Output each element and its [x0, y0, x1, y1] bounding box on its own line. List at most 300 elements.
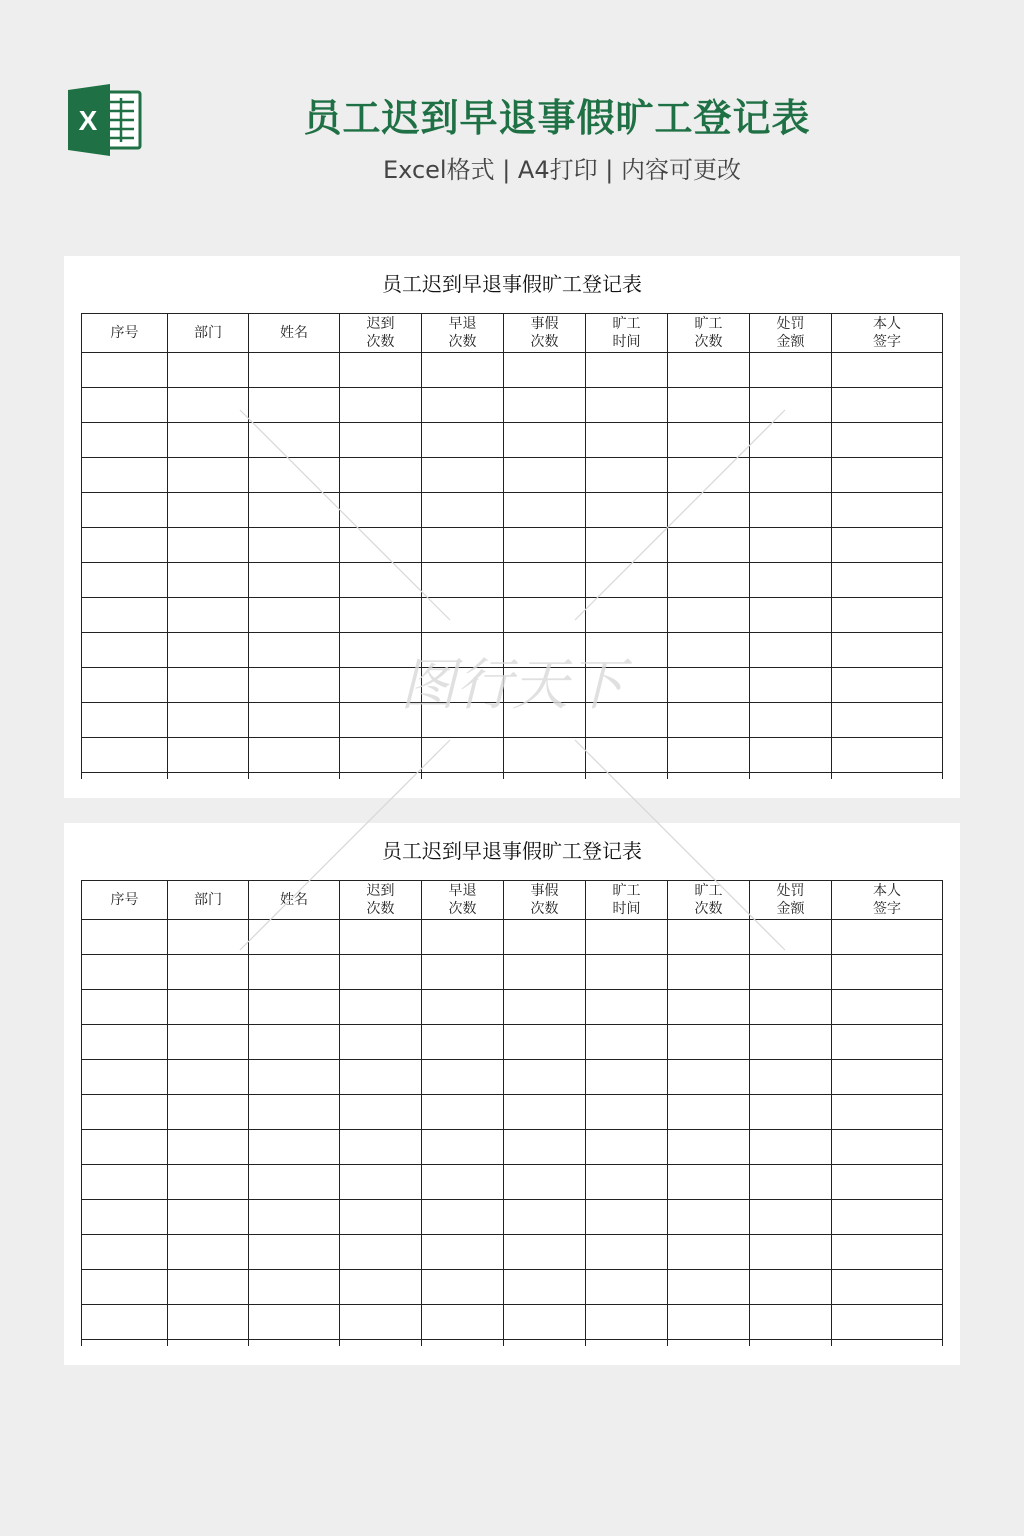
table-cell[interactable]	[249, 738, 340, 773]
table-row	[82, 1130, 943, 1165]
table-cell[interactable]	[168, 703, 249, 738]
table-cell[interactable]	[82, 738, 168, 773]
table-cell[interactable]	[340, 703, 422, 738]
table-cell[interactable]	[82, 1305, 168, 1340]
table-row	[82, 1095, 943, 1130]
table-cell[interactable]	[668, 528, 750, 563]
column-header: 旷工 时间	[586, 881, 668, 920]
table-cell[interactable]	[504, 1305, 586, 1340]
table-cell[interactable]	[750, 458, 832, 493]
table-cell[interactable]	[340, 955, 422, 990]
table-cell	[82, 1340, 168, 1347]
table-cell[interactable]	[249, 1235, 340, 1270]
table-row	[82, 563, 943, 598]
table-row	[82, 738, 943, 773]
table-cell[interactable]	[750, 563, 832, 598]
table-cell[interactable]	[668, 738, 750, 773]
table-cell[interactable]	[422, 1060, 504, 1095]
table-cell	[422, 1340, 504, 1347]
page-subtitle: Excel格式 | A4打印 | 内容可更改	[383, 156, 741, 184]
table-cell[interactable]	[586, 598, 668, 633]
table-cell[interactable]	[750, 1130, 832, 1165]
table-cell[interactable]	[668, 668, 750, 703]
table-cell[interactable]	[249, 598, 340, 633]
table-cell[interactable]	[82, 1025, 168, 1060]
register-table	[81, 313, 943, 779]
table-cell[interactable]	[668, 1060, 750, 1095]
table-cell[interactable]	[504, 423, 586, 458]
table-cell[interactable]	[340, 563, 422, 598]
table-cell[interactable]	[668, 1235, 750, 1270]
table-cell[interactable]	[249, 1200, 340, 1235]
column-header: 部门	[168, 314, 249, 353]
table-cell[interactable]	[340, 1095, 422, 1130]
table-cell[interactable]	[832, 920, 943, 955]
table-cell[interactable]	[340, 1025, 422, 1060]
table-cell[interactable]	[504, 1270, 586, 1305]
table-cell[interactable]	[340, 1060, 422, 1095]
table-cell[interactable]	[586, 1305, 668, 1340]
table-cell[interactable]	[422, 423, 504, 458]
sheet-title: 员工迟到早退事假旷工登记表	[382, 839, 642, 863]
table-cell	[586, 773, 668, 780]
table-cell[interactable]	[340, 1130, 422, 1165]
table-cell[interactable]	[586, 493, 668, 528]
table-row	[82, 1270, 943, 1305]
column-header: 序号	[82, 881, 168, 920]
table-cell[interactable]	[750, 1305, 832, 1340]
table-cell[interactable]	[586, 738, 668, 773]
sheet-2	[64, 823, 960, 1365]
table-cell[interactable]	[168, 1235, 249, 1270]
table-cell[interactable]	[586, 1270, 668, 1305]
table-cell[interactable]	[832, 1060, 943, 1095]
table-cell[interactable]	[832, 633, 943, 668]
table-cell[interactable]	[82, 423, 168, 458]
table-cell[interactable]	[340, 388, 422, 423]
table-cell[interactable]	[422, 668, 504, 703]
table-cell[interactable]	[504, 1165, 586, 1200]
table-cell[interactable]	[832, 738, 943, 773]
table-cell[interactable]	[668, 493, 750, 528]
table-cell[interactable]	[586, 668, 668, 703]
table-cell[interactable]	[168, 1270, 249, 1305]
table-row-partial	[82, 773, 943, 780]
table-cell	[832, 1340, 943, 1347]
table-cell[interactable]	[168, 1130, 249, 1165]
table-cell[interactable]	[586, 563, 668, 598]
table-cell[interactable]	[168, 1165, 249, 1200]
table-cell[interactable]	[668, 955, 750, 990]
table-cell[interactable]	[504, 1095, 586, 1130]
table-cell[interactable]	[586, 1200, 668, 1235]
table-cell[interactable]	[832, 493, 943, 528]
table-cell[interactable]	[832, 458, 943, 493]
table-cell[interactable]	[249, 1130, 340, 1165]
table-cell[interactable]	[586, 353, 668, 388]
column-header: 旷工 次数	[668, 881, 750, 920]
column-header: 处罚 金额	[750, 314, 832, 353]
table-cell[interactable]	[504, 1130, 586, 1165]
table-row	[82, 1060, 943, 1095]
table-cell[interactable]	[168, 633, 249, 668]
table-cell[interactable]	[832, 528, 943, 563]
table-cell[interactable]	[82, 1235, 168, 1270]
table-cell[interactable]	[422, 1165, 504, 1200]
table-cell[interactable]	[586, 633, 668, 668]
table-cell[interactable]	[82, 1095, 168, 1130]
table-cell[interactable]	[668, 990, 750, 1025]
table-cell[interactable]	[504, 703, 586, 738]
table-cell[interactable]	[168, 563, 249, 598]
table-cell[interactable]	[668, 1165, 750, 1200]
table-cell[interactable]	[750, 668, 832, 703]
table-cell[interactable]	[668, 1025, 750, 1060]
table-cell[interactable]	[82, 1060, 168, 1095]
table-cell[interactable]	[668, 1130, 750, 1165]
table-cell[interactable]	[249, 458, 340, 493]
table-cell[interactable]	[586, 1130, 668, 1165]
header-row	[82, 314, 943, 353]
table-cell	[168, 773, 249, 780]
table-cell[interactable]	[504, 633, 586, 668]
table-cell[interactable]	[668, 703, 750, 738]
table-cell[interactable]	[82, 1130, 168, 1165]
table-cell[interactable]	[82, 633, 168, 668]
table-cell[interactable]	[750, 423, 832, 458]
table-cell	[340, 773, 422, 780]
table-cell[interactable]	[82, 563, 168, 598]
column-header: 本人 签字	[832, 881, 943, 920]
table-row	[82, 528, 943, 563]
table-cell[interactable]	[340, 920, 422, 955]
table-cell[interactable]	[586, 1095, 668, 1130]
table-cell[interactable]	[340, 353, 422, 388]
table-cell[interactable]	[422, 703, 504, 738]
table-cell[interactable]	[668, 388, 750, 423]
table-cell[interactable]	[504, 955, 586, 990]
table-cell[interactable]	[340, 423, 422, 458]
table-cell[interactable]	[504, 353, 586, 388]
table-cell[interactable]	[168, 920, 249, 955]
table-cell[interactable]	[422, 1130, 504, 1165]
table-cell[interactable]	[422, 598, 504, 633]
table-cell[interactable]	[504, 1235, 586, 1270]
table-cell[interactable]	[504, 990, 586, 1025]
table-cell[interactable]	[422, 1095, 504, 1130]
table-cell[interactable]	[422, 990, 504, 1025]
table-cell[interactable]	[340, 1270, 422, 1305]
table-cell[interactable]	[340, 1165, 422, 1200]
table-cell[interactable]	[340, 990, 422, 1025]
table-cell[interactable]	[168, 668, 249, 703]
table-cell[interactable]	[82, 1200, 168, 1235]
table-cell[interactable]	[422, 1235, 504, 1270]
table-cell[interactable]	[249, 1095, 340, 1130]
table-cell[interactable]	[504, 458, 586, 493]
table-cell[interactable]	[668, 1095, 750, 1130]
table-cell[interactable]	[249, 563, 340, 598]
table-cell[interactable]	[668, 458, 750, 493]
column-header: 事假 次数	[504, 881, 586, 920]
table-cell[interactable]	[168, 1200, 249, 1235]
table-cell[interactable]	[168, 423, 249, 458]
table-cell[interactable]	[504, 598, 586, 633]
table-cell[interactable]	[340, 1200, 422, 1235]
table-cell[interactable]	[586, 1025, 668, 1060]
table-cell[interactable]	[504, 1060, 586, 1095]
table-cell[interactable]	[750, 633, 832, 668]
table-cell[interactable]	[82, 353, 168, 388]
column-header: 姓名	[249, 881, 340, 920]
column-header: 本人 签字	[832, 314, 943, 353]
table-cell[interactable]	[249, 955, 340, 990]
table-cell[interactable]	[168, 955, 249, 990]
table-cell[interactable]	[750, 528, 832, 563]
sheet-title: 员工迟到早退事假旷工登记表	[382, 272, 642, 296]
table-cell[interactable]	[586, 423, 668, 458]
table-cell[interactable]	[504, 493, 586, 528]
table-cell[interactable]	[422, 633, 504, 668]
table-cell	[586, 1340, 668, 1347]
table-cell[interactable]	[422, 920, 504, 955]
table-cell[interactable]	[82, 703, 168, 738]
table-cell[interactable]	[422, 528, 504, 563]
table-cell[interactable]	[750, 920, 832, 955]
table-cell[interactable]	[832, 1235, 943, 1270]
table-cell[interactable]	[340, 458, 422, 493]
table-cell[interactable]	[750, 1060, 832, 1095]
column-header: 姓名	[249, 314, 340, 353]
table-cell[interactable]	[504, 388, 586, 423]
table-cell[interactable]	[668, 1270, 750, 1305]
table-cell[interactable]	[750, 1270, 832, 1305]
table-cell[interactable]	[168, 598, 249, 633]
table-cell[interactable]	[168, 1025, 249, 1060]
column-header: 旷工 时间	[586, 314, 668, 353]
table-cell[interactable]	[668, 563, 750, 598]
table-cell[interactable]	[249, 1165, 340, 1200]
table-cell[interactable]	[668, 1200, 750, 1235]
table-cell	[249, 1340, 340, 1347]
table-cell[interactable]	[249, 703, 340, 738]
table-cell[interactable]	[586, 920, 668, 955]
column-header: 部门	[168, 881, 249, 920]
table-row	[82, 388, 943, 423]
table-cell[interactable]	[422, 738, 504, 773]
table-cell[interactable]	[82, 955, 168, 990]
table-cell[interactable]	[340, 598, 422, 633]
table-cell[interactable]	[82, 1270, 168, 1305]
table-cell[interactable]	[82, 1165, 168, 1200]
table-cell[interactable]	[340, 493, 422, 528]
table-cell[interactable]	[168, 388, 249, 423]
table-cell[interactable]	[586, 1165, 668, 1200]
table-cell[interactable]	[750, 388, 832, 423]
table-cell[interactable]	[422, 388, 504, 423]
table-cell[interactable]	[168, 353, 249, 388]
table-cell[interactable]	[504, 920, 586, 955]
column-header: 迟到 次数	[340, 881, 422, 920]
table-cell[interactable]	[340, 668, 422, 703]
table-row	[82, 668, 943, 703]
table-cell[interactable]	[586, 955, 668, 990]
table-cell[interactable]	[668, 353, 750, 388]
table-cell[interactable]	[82, 990, 168, 1025]
column-header: 处罚 金额	[750, 881, 832, 920]
table-cell[interactable]	[249, 388, 340, 423]
column-header: 旷工 次数	[668, 314, 750, 353]
table-cell[interactable]	[586, 703, 668, 738]
table-cell[interactable]	[82, 388, 168, 423]
table-cell[interactable]	[750, 1025, 832, 1060]
table-cell[interactable]	[82, 528, 168, 563]
table-cell[interactable]	[422, 458, 504, 493]
table-cell[interactable]	[586, 990, 668, 1025]
table-cell[interactable]	[422, 353, 504, 388]
table-cell[interactable]	[668, 1305, 750, 1340]
table-cell[interactable]	[668, 920, 750, 955]
table-cell[interactable]	[504, 668, 586, 703]
table-cell[interactable]	[422, 1025, 504, 1060]
table-cell[interactable]	[249, 1305, 340, 1340]
table-cell[interactable]	[168, 458, 249, 493]
table-cell[interactable]	[832, 388, 943, 423]
table-row	[82, 353, 943, 388]
table-cell[interactable]	[586, 528, 668, 563]
table-cell[interactable]	[168, 1095, 249, 1130]
table-cell[interactable]	[832, 1270, 943, 1305]
logo-letter: X	[78, 105, 98, 136]
table-cell[interactable]	[832, 353, 943, 388]
table-cell	[750, 1340, 832, 1347]
table-cell	[750, 773, 832, 780]
table-cell[interactable]	[504, 1200, 586, 1235]
table-cell[interactable]	[249, 493, 340, 528]
table-cell[interactable]	[249, 353, 340, 388]
table-cell[interactable]	[168, 738, 249, 773]
table-cell[interactable]	[340, 528, 422, 563]
table-cell[interactable]	[750, 598, 832, 633]
table-cell[interactable]	[586, 1235, 668, 1270]
table-cell[interactable]	[249, 1270, 340, 1305]
table-cell[interactable]	[668, 633, 750, 668]
table-cell[interactable]	[750, 955, 832, 990]
table-cell[interactable]	[586, 458, 668, 493]
register-table	[81, 880, 943, 1346]
table-cell[interactable]	[168, 1060, 249, 1095]
table-cell[interactable]	[82, 458, 168, 493]
table-cell[interactable]	[168, 1305, 249, 1340]
table-cell[interactable]	[832, 703, 943, 738]
column-header: 早退 次数	[422, 881, 504, 920]
table-row	[82, 955, 943, 990]
table-cell[interactable]	[750, 738, 832, 773]
table-cell[interactable]	[422, 1305, 504, 1340]
table-row	[82, 493, 943, 528]
table-cell[interactable]	[750, 1235, 832, 1270]
table-cell	[249, 773, 340, 780]
table-cell[interactable]	[832, 1130, 943, 1165]
table-cell	[668, 773, 750, 780]
table-cell[interactable]	[832, 1165, 943, 1200]
table-cell[interactable]	[832, 598, 943, 633]
table-cell[interactable]	[750, 1165, 832, 1200]
table-row	[82, 633, 943, 668]
table-cell[interactable]	[249, 423, 340, 458]
table-cell[interactable]	[832, 1095, 943, 1130]
table-cell[interactable]	[832, 563, 943, 598]
table-cell[interactable]	[750, 703, 832, 738]
table-cell[interactable]	[422, 1200, 504, 1235]
table-cell[interactable]	[750, 493, 832, 528]
table-cell[interactable]	[832, 668, 943, 703]
table-cell[interactable]	[249, 920, 340, 955]
column-header: 迟到 次数	[340, 314, 422, 353]
table-cell	[422, 773, 504, 780]
table-cell[interactable]	[586, 1060, 668, 1095]
table-row	[82, 1025, 943, 1060]
table-cell[interactable]	[82, 920, 168, 955]
table-cell[interactable]	[249, 528, 340, 563]
table-cell[interactable]	[750, 1200, 832, 1235]
table-cell[interactable]	[340, 633, 422, 668]
table-cell[interactable]	[668, 423, 750, 458]
table-cell[interactable]	[832, 1305, 943, 1340]
table-cell[interactable]	[249, 1060, 340, 1095]
table-row	[82, 458, 943, 493]
table-cell[interactable]	[832, 955, 943, 990]
table-cell[interactable]	[82, 493, 168, 528]
table-cell[interactable]	[750, 353, 832, 388]
column-header: 早退 次数	[422, 314, 504, 353]
table-row	[82, 598, 943, 633]
table-cell[interactable]	[82, 598, 168, 633]
table-cell[interactable]	[504, 563, 586, 598]
table-cell[interactable]	[586, 388, 668, 423]
table-cell[interactable]	[249, 668, 340, 703]
table-cell[interactable]	[249, 990, 340, 1025]
table-cell[interactable]	[168, 990, 249, 1025]
table-cell[interactable]	[422, 955, 504, 990]
table-cell[interactable]	[340, 1305, 422, 1340]
table-cell[interactable]	[668, 598, 750, 633]
table-cell[interactable]	[750, 990, 832, 1025]
table-cell	[832, 773, 943, 780]
table-cell[interactable]	[249, 633, 340, 668]
table-cell[interactable]	[832, 423, 943, 458]
table-cell[interactable]	[340, 1235, 422, 1270]
table-cell[interactable]	[340, 738, 422, 773]
table-cell[interactable]	[422, 563, 504, 598]
table-cell[interactable]	[504, 528, 586, 563]
table-cell[interactable]	[168, 493, 249, 528]
table-cell[interactable]	[82, 668, 168, 703]
table-cell[interactable]	[832, 990, 943, 1025]
table-cell[interactable]	[832, 1200, 943, 1235]
table-cell[interactable]	[422, 493, 504, 528]
table-cell[interactable]	[832, 1025, 943, 1060]
table-cell[interactable]	[168, 528, 249, 563]
table-cell[interactable]	[750, 1095, 832, 1130]
table-row	[82, 1305, 943, 1340]
table-row	[82, 990, 943, 1025]
table-cell[interactable]	[422, 1270, 504, 1305]
table-cell[interactable]	[504, 1025, 586, 1060]
table-row	[82, 423, 943, 458]
table-cell[interactable]	[504, 738, 586, 773]
table-cell[interactable]	[249, 1025, 340, 1060]
